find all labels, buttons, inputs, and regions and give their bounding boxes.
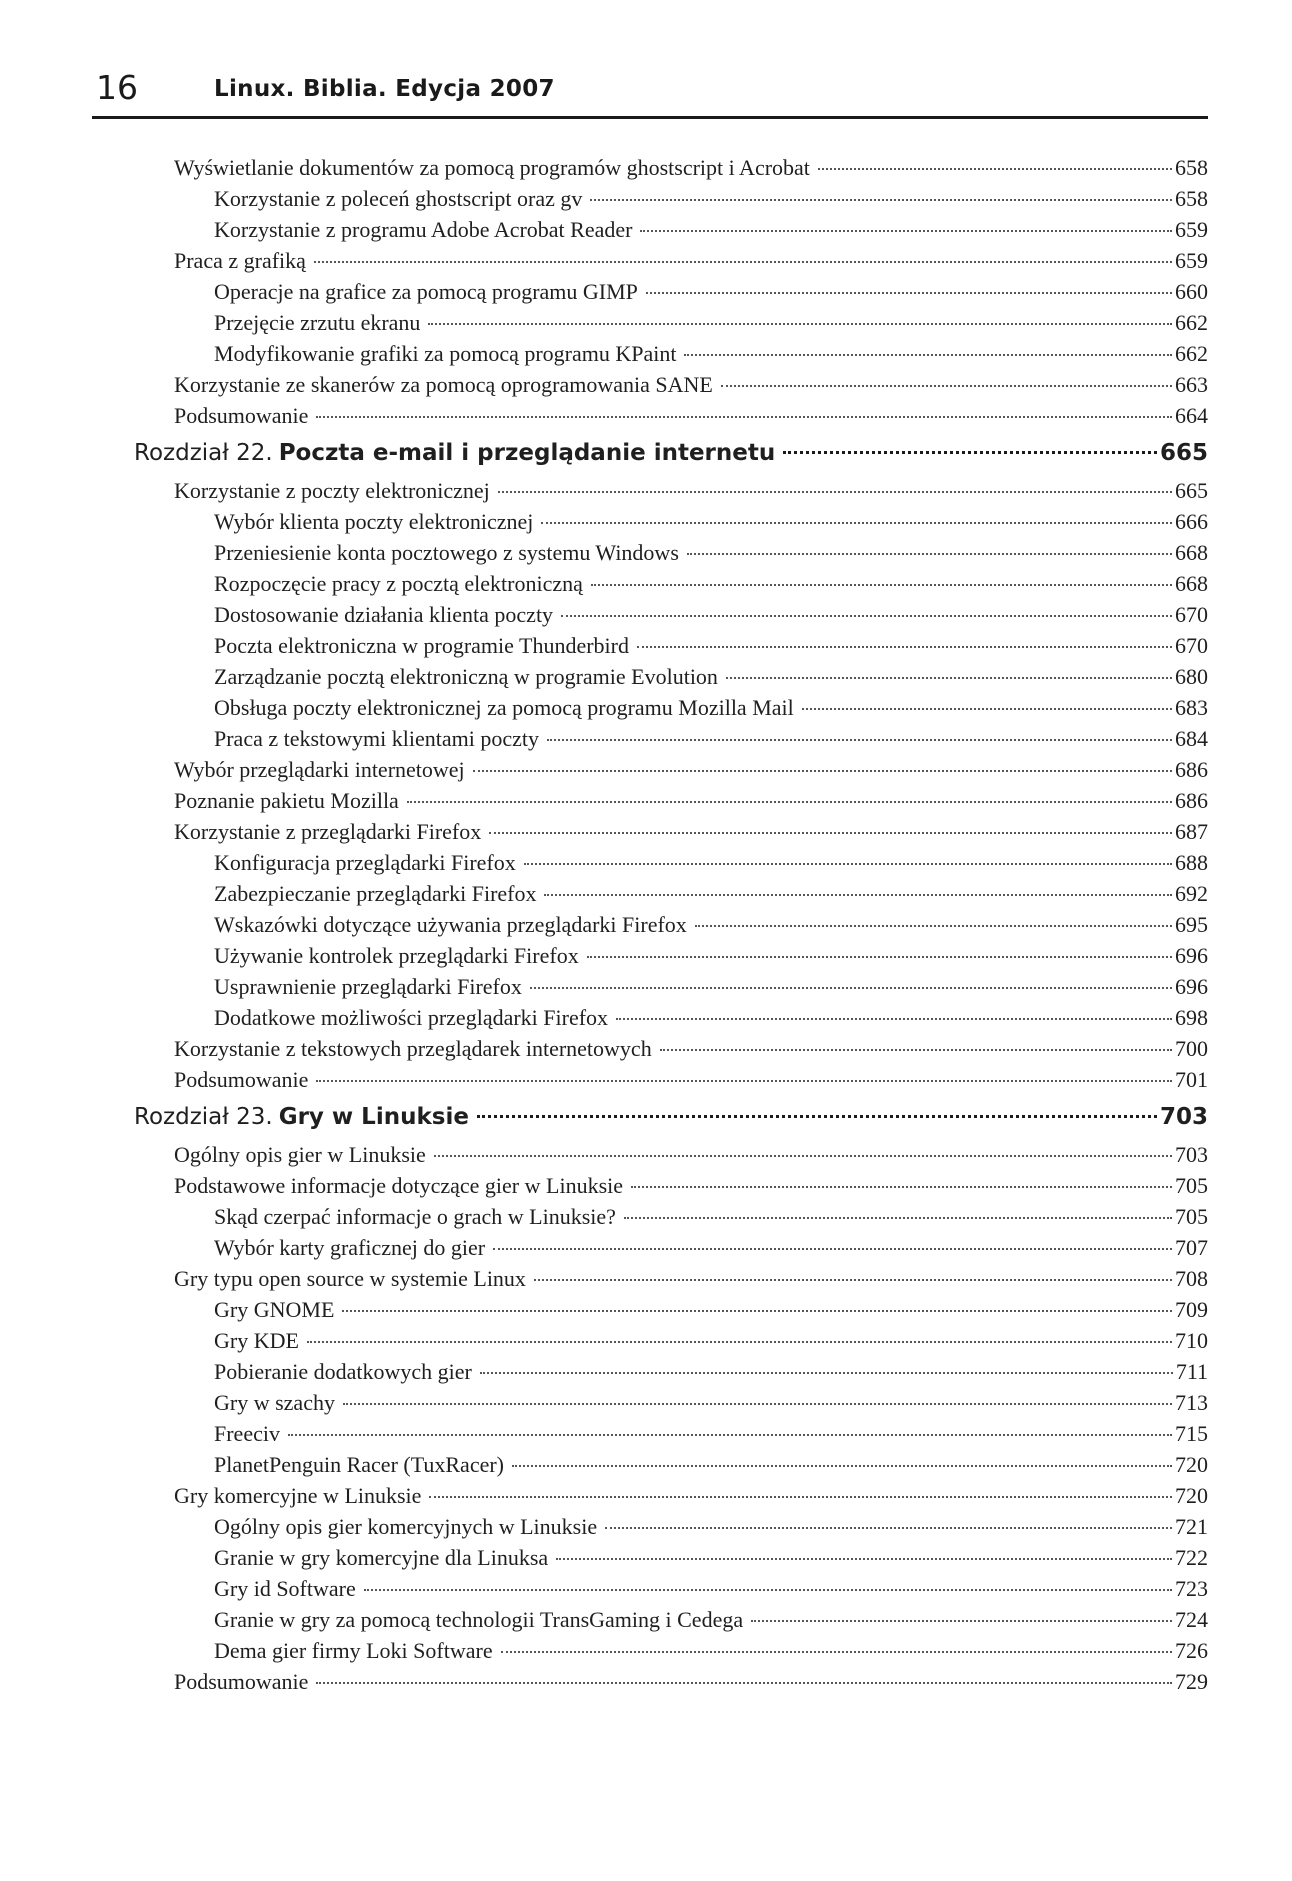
entry-title: Zabezpieczanie przeglądarki Firefox: [214, 881, 537, 906]
entry-title: Wskazówki dotyczące używania przeglądarki Firefox: [214, 912, 687, 937]
page-ref: 688: [1175, 850, 1208, 875]
entry-title: Dema gier firmy Loki Software: [214, 1638, 493, 1663]
dot-leader: [316, 1682, 1172, 1684]
page-ref: 659: [1175, 248, 1208, 273]
toc-entry: [134, 819, 1208, 850]
entry-title: Ogólny opis gier w Linuksie: [174, 1142, 426, 1167]
entry-title: Podsumowanie: [174, 1067, 309, 1092]
table-of-contents: [134, 155, 1208, 1700]
dot-leader: [637, 646, 1172, 648]
page-ref: 660: [1175, 279, 1208, 304]
dot-leader: [428, 323, 1172, 325]
toc-entry: [134, 788, 1208, 819]
page-header: [92, 62, 1208, 119]
book-title: Linux. Biblia. Edycja 2007: [214, 76, 555, 102]
dot-leader: [783, 451, 1157, 454]
entry-title: Korzystanie ze skanerów za pomocą oprogramowania SANE: [174, 372, 713, 397]
page-ref: 665: [1159, 440, 1208, 466]
dot-leader: [343, 1403, 1172, 1405]
entry-title: Gry id Software: [214, 1576, 356, 1601]
entry-title: Korzystanie z poczty elektronicznej: [174, 478, 490, 503]
page-ref: 721: [1175, 1514, 1208, 1539]
dot-leader: [530, 987, 1172, 989]
dot-leader: [751, 1620, 1172, 1622]
page-ref: 668: [1175, 571, 1208, 596]
page-ref: 698: [1175, 1005, 1208, 1030]
page-ref: 722: [1175, 1545, 1208, 1570]
page-ref: 668: [1175, 540, 1208, 565]
page-ref: 723: [1175, 1576, 1208, 1601]
page-ref: 692: [1175, 881, 1208, 906]
page-ref: 715: [1175, 1421, 1208, 1446]
toc-entry: [134, 912, 1208, 943]
toc-entry: [134, 1607, 1208, 1638]
entry-title: Korzystanie z programu Adobe Acrobat Reader: [214, 217, 633, 242]
entry-title: Konfiguracja przeglądarki Firefox: [214, 850, 516, 875]
page-ref: 713: [1175, 1390, 1208, 1415]
dot-leader: [316, 1080, 1172, 1082]
page-ref: 705: [1175, 1204, 1208, 1229]
toc-entry: [134, 1421, 1208, 1452]
entry-title: Rozpoczęcie pracy z pocztą elektroniczną: [214, 571, 583, 596]
entry-title: Dodatkowe możliwości przeglądarki Firefox: [214, 1005, 609, 1030]
toc-entry: [134, 602, 1208, 633]
toc-entry: [134, 1669, 1208, 1700]
entry-title: Freeciv: [214, 1421, 280, 1446]
page-ref: 724: [1175, 1607, 1208, 1632]
dot-leader: [493, 1248, 1172, 1250]
toc-entry: [134, 248, 1208, 279]
entry-title: Wybór klienta poczty elektronicznej: [214, 509, 534, 534]
dot-leader: [591, 584, 1172, 586]
toc-entry: [134, 403, 1208, 434]
dot-leader: [307, 1341, 1172, 1343]
toc-entry: [134, 1359, 1208, 1390]
toc-entry: [134, 664, 1208, 695]
toc-entry: [134, 1390, 1208, 1421]
dot-leader: [288, 1434, 1172, 1436]
toc-chapter-entry: [134, 440, 1208, 476]
entry-title: Korzystanie z przeglądarki Firefox: [174, 819, 482, 844]
toc-entry: [134, 540, 1208, 571]
toc-entry: [134, 974, 1208, 1005]
entry-title: Zarządzanie pocztą elektroniczną w programie Evolution: [214, 664, 718, 689]
page-ref: 687: [1175, 819, 1208, 844]
dot-leader: [480, 1372, 1173, 1374]
toc-entry: [134, 1067, 1208, 1098]
chapter-heading: [134, 440, 775, 466]
dot-leader: [541, 522, 1172, 524]
dot-leader: [721, 385, 1172, 387]
dot-leader: [498, 491, 1172, 493]
dot-leader: [434, 1155, 1172, 1157]
dot-leader: [407, 801, 1172, 803]
toc-entry: [134, 509, 1208, 540]
page-ref: 708: [1175, 1266, 1208, 1291]
chapter-label: Rozdział 23.: [134, 1104, 273, 1130]
page-ref: 700: [1175, 1036, 1208, 1061]
page-ref: 703: [1159, 1104, 1208, 1130]
page-ref: 686: [1175, 788, 1208, 813]
entry-title: Używanie kontrolek przeglądarki Firefox: [214, 943, 579, 968]
chapter-label: Rozdział 22.: [134, 440, 273, 466]
toc-entry: [134, 726, 1208, 757]
entry-title: Gry komercyjne w Linuksie: [174, 1483, 422, 1508]
entry-title: Wybór karty graficznej do gier: [214, 1235, 486, 1260]
dot-leader: [616, 1018, 1172, 1020]
toc-entry: [134, 943, 1208, 974]
toc-entry: [134, 1638, 1208, 1669]
dot-leader: [640, 230, 1172, 232]
page-ref: 709: [1175, 1297, 1208, 1322]
toc-entry: [134, 1514, 1208, 1545]
dot-leader: [687, 553, 1172, 555]
dot-leader: [660, 1049, 1172, 1051]
entry-title: Podsumowanie: [174, 403, 309, 428]
chapter-title: Gry w Linuksie: [278, 1104, 469, 1130]
toc-entry: [134, 1452, 1208, 1483]
page-ref: 665: [1175, 478, 1208, 503]
toc-entry: [134, 1266, 1208, 1297]
page-ref: 670: [1175, 633, 1208, 658]
toc-entry: [134, 881, 1208, 912]
dot-leader: [818, 168, 1172, 170]
entry-title: Korzystanie z poleceń ghostscript oraz gv: [214, 186, 583, 211]
page-ref: 705: [1175, 1173, 1208, 1198]
entry-title: Poznanie pakietu Mozilla: [174, 788, 399, 813]
dot-leader: [534, 1279, 1172, 1281]
entry-title: PlanetPenguin Racer (TuxRacer): [214, 1452, 505, 1477]
page-ref: 663: [1175, 372, 1208, 397]
page-ref: 707: [1175, 1235, 1208, 1260]
page-ref: 680: [1175, 664, 1208, 689]
page-ref: 726: [1175, 1638, 1208, 1663]
dot-leader: [524, 863, 1172, 865]
page-ref: 658: [1175, 155, 1208, 180]
page-ref: 696: [1175, 974, 1208, 999]
page-ref: 720: [1175, 1483, 1208, 1508]
dot-leader: [342, 1310, 1172, 1312]
toc-entry: [134, 478, 1208, 509]
page-ref: 662: [1175, 341, 1208, 366]
toc-entry: [134, 1576, 1208, 1607]
dot-leader: [726, 677, 1172, 679]
page-ref: 683: [1175, 695, 1208, 720]
entry-title: Dostosowanie działania klienta poczty: [214, 602, 554, 627]
page-ref: 658: [1175, 186, 1208, 211]
entry-title: Modyfikowanie grafiki za pomocą programu KPaint: [214, 341, 677, 366]
dot-leader: [561, 615, 1172, 617]
page-ref: 701: [1175, 1067, 1208, 1092]
toc-entry: [134, 1328, 1208, 1359]
toc-entry: [134, 633, 1208, 664]
toc-entry: [134, 1545, 1208, 1576]
page-ref: 664: [1175, 403, 1208, 428]
page-ref: 666: [1175, 509, 1208, 534]
page-ref: 729: [1175, 1669, 1208, 1694]
page-ref: 659: [1175, 217, 1208, 242]
dot-leader: [316, 416, 1172, 418]
toc-entry: [134, 372, 1208, 403]
dot-leader: [489, 832, 1172, 834]
page-ref: 710: [1175, 1328, 1208, 1353]
chapter-title: Poczta e-mail i przeglądanie internetu: [278, 440, 776, 466]
entry-title: Obsługa poczty elektronicznej za pomocą programu Mozilla Mail: [214, 695, 794, 720]
toc-entry: [134, 1142, 1208, 1173]
entry-title: Praca z tekstowymi klientami poczty: [214, 726, 540, 751]
entry-title: Wyświetlanie dokumentów za pomocą programów ghostscript i Acrobat: [174, 155, 810, 180]
entry-title: Przejęcie zrzutu ekranu: [214, 310, 421, 335]
dot-leader: [684, 354, 1172, 356]
entry-title: Podstawowe informacje dotyczące gier w Linuksie: [174, 1173, 624, 1198]
dot-leader: [556, 1558, 1172, 1560]
dot-leader: [802, 708, 1172, 710]
dot-leader: [590, 199, 1172, 201]
entry-title: Podsumowanie: [174, 1669, 309, 1694]
dot-leader: [429, 1496, 1172, 1498]
dot-leader: [544, 894, 1172, 896]
page-ref: 703: [1175, 1142, 1208, 1167]
entry-title: Gry KDE: [214, 1328, 299, 1353]
page-ref: 662: [1175, 310, 1208, 335]
entry-title: Gry GNOME: [214, 1297, 335, 1322]
page-number: 16: [96, 68, 138, 107]
toc-entry: [134, 1483, 1208, 1514]
dot-leader: [587, 956, 1172, 958]
toc-entry: [134, 1297, 1208, 1328]
toc-entry: [134, 695, 1208, 726]
dot-leader: [512, 1465, 1172, 1467]
toc-entry: [134, 341, 1208, 372]
dot-leader: [695, 925, 1172, 927]
dot-leader: [364, 1589, 1172, 1591]
toc-entry: [134, 279, 1208, 310]
toc-entry: [134, 1005, 1208, 1036]
toc-entry: [134, 757, 1208, 788]
toc-entry: [134, 186, 1208, 217]
toc-entry: [134, 217, 1208, 248]
dot-leader: [605, 1527, 1172, 1529]
toc-chapter-entry: [134, 1104, 1208, 1140]
entry-title: Granie w gry za pomocą technologii TransGaming i Cedega: [214, 1607, 744, 1632]
dot-leader: [624, 1217, 1172, 1219]
page-ref: 720: [1175, 1452, 1208, 1477]
entry-title: Poczta elektroniczna w programie Thunderbird: [214, 633, 629, 658]
dot-leader: [646, 292, 1172, 294]
page-ref: 686: [1175, 757, 1208, 782]
dot-leader: [631, 1186, 1172, 1188]
entry-title: Operacje na grafice za pomocą programu GIMP: [214, 279, 638, 304]
toc-entry: [134, 850, 1208, 881]
entry-title: Usprawnienie przeglądarki Firefox: [214, 974, 522, 999]
page-ref: 670: [1175, 602, 1208, 627]
entry-title: Granie w gry komercyjne dla Linuksa: [214, 1545, 549, 1570]
entry-title: Skąd czerpać informacje o grach w Linuksie?: [214, 1204, 616, 1229]
entry-title: Pobieranie dodatkowych gier: [214, 1359, 472, 1384]
entry-title: Gry typu open source w systemie Linux: [174, 1266, 526, 1291]
toc-entry: [134, 1173, 1208, 1204]
toc-entry: [134, 1235, 1208, 1266]
dot-leader: [473, 770, 1172, 772]
dot-leader: [477, 1115, 1157, 1118]
toc-entry: [134, 310, 1208, 341]
entry-title: Wybór przeglądarki internetowej: [174, 757, 465, 782]
entry-title: Korzystanie z tekstowych przeglądarek internetowych: [174, 1036, 652, 1061]
page-ref: 684: [1175, 726, 1208, 751]
page-ref: 696: [1175, 943, 1208, 968]
toc-entry: [134, 155, 1208, 186]
entry-title: Przeniesienie konta pocztowego z systemu Windows: [214, 540, 679, 565]
page-ref: 695: [1175, 912, 1208, 937]
entry-title: Gry w szachy: [214, 1390, 335, 1415]
entry-title: Ogólny opis gier komercyjnych w Linuksie: [214, 1514, 598, 1539]
toc-entry: [134, 1204, 1208, 1235]
toc-entry: [134, 571, 1208, 602]
entry-title: Praca z grafiką: [174, 248, 306, 273]
dot-leader: [314, 261, 1172, 263]
dot-leader: [547, 739, 1172, 741]
chapter-heading: [134, 1104, 469, 1130]
page-ref: 711: [1175, 1359, 1208, 1384]
dot-leader: [501, 1651, 1172, 1653]
toc-entry: [134, 1036, 1208, 1067]
